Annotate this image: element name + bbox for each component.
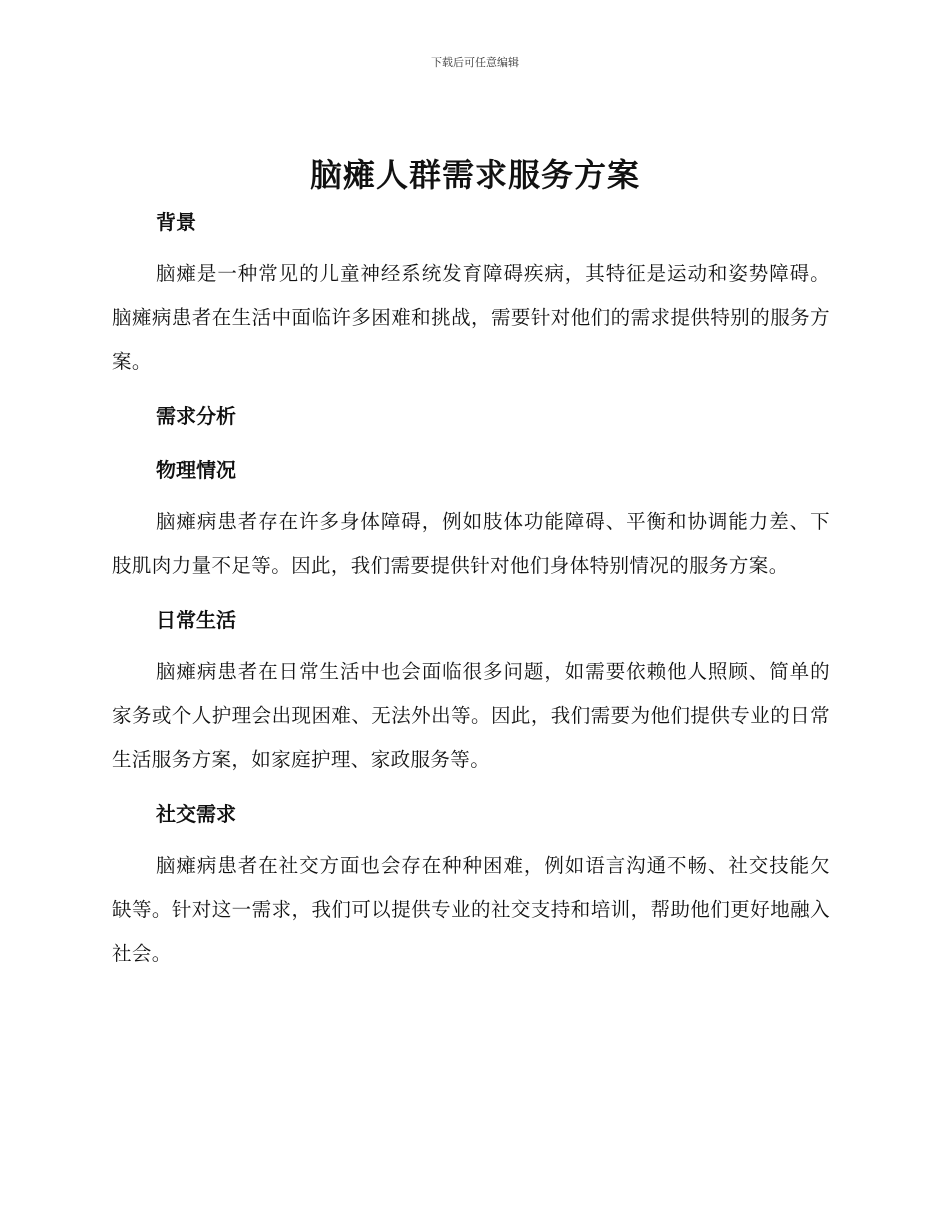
- paragraph-physical: 脑瘫病患者存在许多身体障碍，例如肢体功能障碍、平衡和协调能力差、下肢肌肉力量不足等。因此，我们需要提供针对他们身体特别情况的服务方案。: [112, 510, 830, 577]
- heading-social: 社交需求: [156, 802, 236, 826]
- heading-background: 背景: [156, 210, 196, 234]
- heading-daily-life: 日常生活: [156, 608, 236, 632]
- heading-needs-analysis: 需求分析: [156, 404, 236, 428]
- document-body: [112, 200, 830, 976]
- document-title: 脑瘫人群需求服务方案: [309, 156, 640, 194]
- paragraph-daily-life: 脑瘫病患者在日常生活中也会面临很多问题，如需要依赖他人照顾、简单的家务或个人护理会出现困难、无法外出等。因此，我们需要为他们提供专业的日常生活服务方案，如家庭护理、家政服务等。: [112, 660, 830, 771]
- heading-physical: 物理情况: [156, 458, 236, 482]
- header-note: 下载后可任意编辑: [431, 56, 519, 69]
- paragraph-background: 脑瘫是一种常见的儿童神经系统发育障碍疾病，其特征是运动和姿势障碍。脑瘫病患者在生活中面临许多困难和挑战，需要针对他们的需求提供特别的服务方案。: [112, 262, 830, 373]
- paragraph-social: 脑瘫病患者在社交方面也会存在种种困难，例如语言沟通不畅、社交技能欠缺等。针对这一需求，我们可以提供专业的社交支持和培训，帮助他们更好地融入社会。: [112, 854, 830, 965]
